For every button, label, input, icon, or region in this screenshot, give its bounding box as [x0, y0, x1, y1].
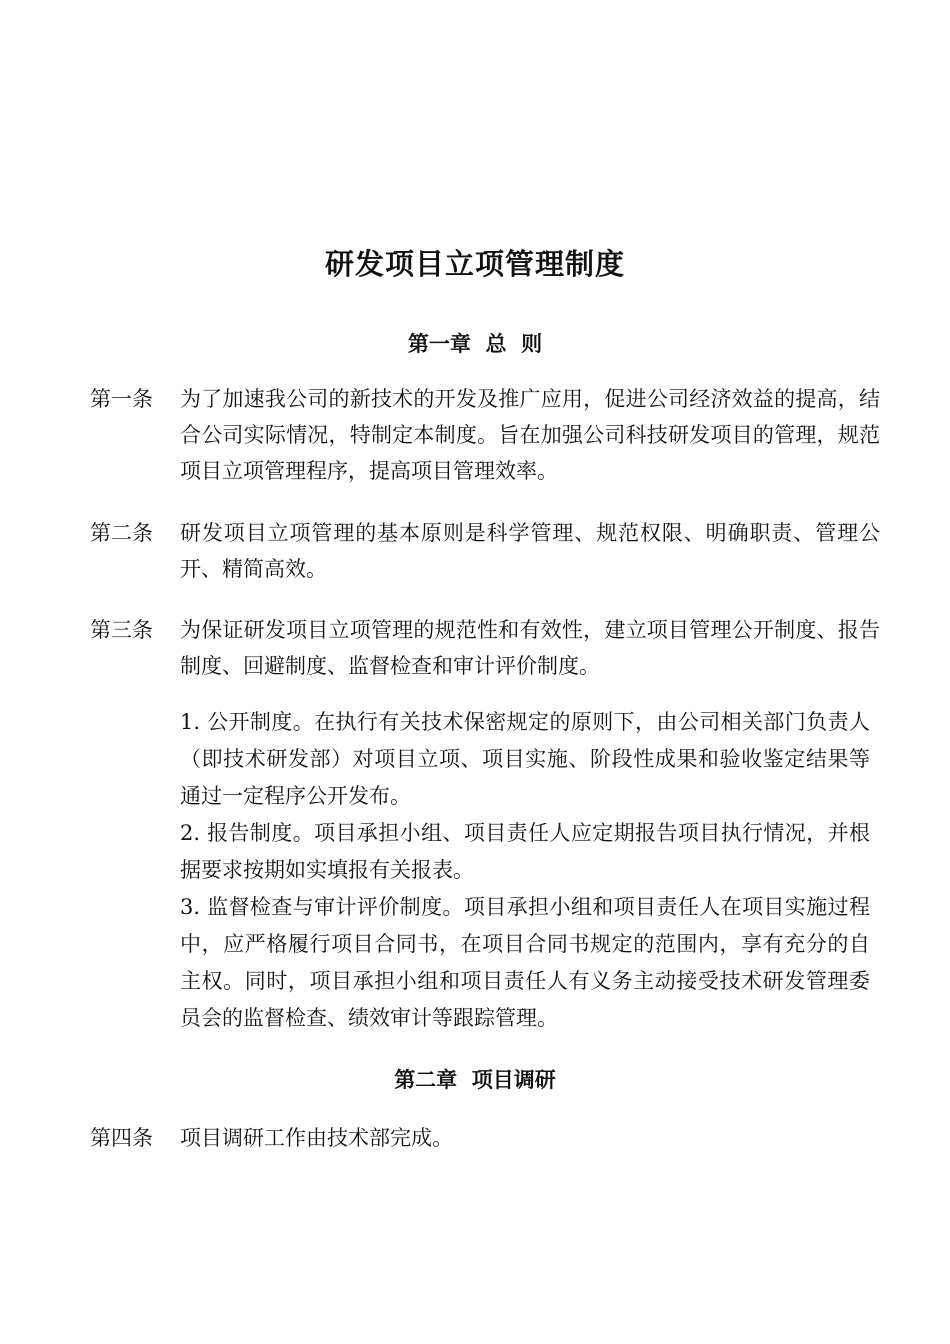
article-3 — [90, 612, 880, 684]
article-text: 为保证研发项目立项管理的规范性和有效性，建立项目管理公开制度、报告制度、回避制度、监督检查和审计评价制度。 — [180, 618, 880, 678]
document-title: 研发项目立项管理制度 — [324, 247, 625, 281]
article-text: 研发项目立项管理的基本原则是科学管理、规范权限、明确职责、管理公开、精简高效。 — [180, 521, 880, 581]
article-4 — [90, 1120, 880, 1156]
article-number: 第三条 — [90, 618, 153, 642]
list-item: 2. 报告制度。项目承担小组、项目责任人应定期报告项目执行情况，并根据要求按期如实填报有关报表。 — [180, 821, 870, 882]
article-text: 为了加速我公司的新技术的开发及推广应用，促进公司经济效益的提高，结合公司实际情况，特制定本制度。旨在加强公司科技研发项目的管理，规范项目立项管理程序，提高项目管理效率。 — [180, 387, 880, 483]
chapter-heading-2: 第二章 项目调研 — [394, 1067, 556, 1092]
chapter-heading-1: 第一章 总 则 — [407, 331, 543, 356]
article-3-items — [180, 704, 870, 1037]
article-number: 第四条 — [90, 1126, 153, 1150]
article-number: 第二条 — [90, 521, 153, 545]
article-number: 第一条 — [90, 387, 153, 411]
article-text: 项目调研工作由技术部完成。 — [180, 1126, 453, 1150]
article-2 — [90, 515, 880, 587]
list-item: 1. 公开制度。在执行有关技术保密规定的原则下，由公司相关部门负责人（即技术研发部）对项目立项、项目实施、阶段性成果和验收鉴定结果等通过一定程序公开发布。 — [180, 710, 870, 808]
article-1 — [90, 381, 880, 489]
list-item: 3. 监督检查与审计评价制度。项目承担小组和项目责任人在项目实施过程中，应严格履行项目合同书，在项目合同书规定的范围内，享有充分的自主权。同时，项目承担小组和项目责任人有义务主动接受技术研发管理委员会的监督检查、绩效审计等跟踪管理。 — [180, 895, 870, 1030]
